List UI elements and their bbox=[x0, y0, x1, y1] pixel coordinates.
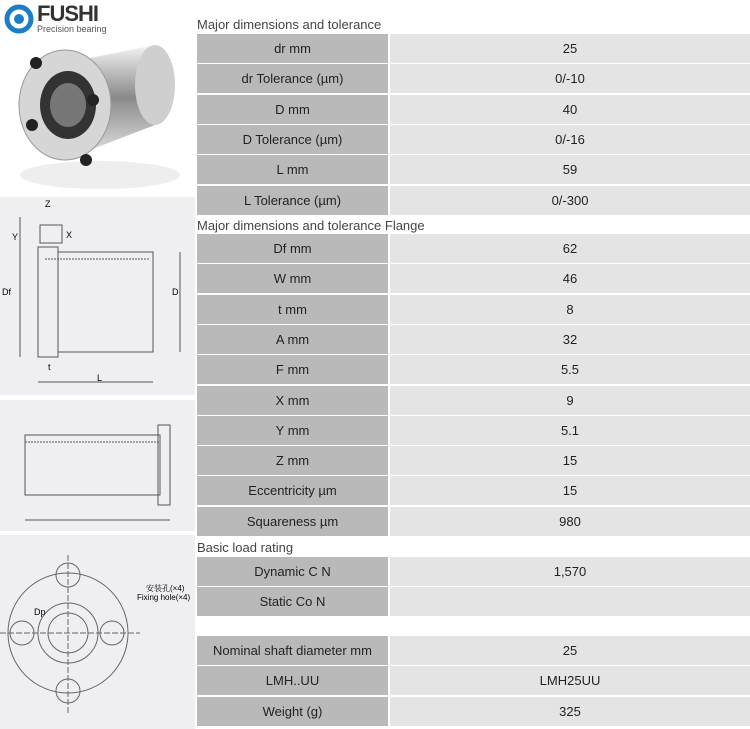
table-row bbox=[197, 355, 750, 384]
row-value: 15 bbox=[390, 446, 750, 475]
row-value: 46 bbox=[390, 264, 750, 293]
label-x: X bbox=[66, 230, 73, 240]
row-label: dr mm bbox=[197, 34, 388, 63]
table-row bbox=[197, 295, 750, 324]
row-label: L Tolerance (µm) bbox=[197, 186, 388, 215]
row-value: 5.1 bbox=[390, 416, 750, 445]
row-label: X mm bbox=[197, 386, 388, 415]
bearing-logo-icon bbox=[4, 4, 34, 34]
table-row bbox=[197, 416, 750, 445]
row-label: D mm bbox=[197, 95, 388, 124]
row-value: 62 bbox=[390, 234, 750, 263]
label-t: t bbox=[48, 362, 51, 372]
row-value: 0/-300 bbox=[390, 186, 750, 215]
row-value: 25 bbox=[390, 636, 750, 665]
row-value: 9 bbox=[390, 386, 750, 415]
front-drawing bbox=[0, 535, 195, 729]
label-y: Y bbox=[12, 232, 19, 242]
row-label: Nominal shaft diameter mm bbox=[197, 636, 388, 665]
table-row bbox=[197, 186, 750, 215]
table-row bbox=[197, 636, 750, 665]
row-value: 1,570 bbox=[390, 557, 750, 586]
table-row bbox=[197, 64, 750, 93]
table-row bbox=[197, 386, 750, 415]
table-row bbox=[197, 476, 750, 505]
row-value: LMH25UU bbox=[390, 666, 750, 695]
table-row bbox=[197, 325, 750, 354]
row-value bbox=[390, 587, 750, 616]
row-value: 5.5 bbox=[390, 355, 750, 384]
row-value: 325 bbox=[390, 697, 750, 726]
product-photo bbox=[0, 0, 195, 195]
row-value: 0/-10 bbox=[390, 64, 750, 93]
row-label: L mm bbox=[197, 155, 388, 184]
row-label: D Tolerance (µm) bbox=[197, 125, 388, 154]
row-value: 40 bbox=[390, 95, 750, 124]
section-drawing-lines bbox=[0, 400, 195, 531]
row-label: Squareness µm bbox=[197, 507, 388, 536]
fushi-logo bbox=[4, 1, 107, 34]
row-value: 32 bbox=[390, 325, 750, 354]
table-row bbox=[197, 34, 750, 63]
table-row bbox=[197, 507, 750, 536]
table-row bbox=[197, 446, 750, 475]
label-l: L bbox=[97, 373, 103, 383]
row-label: A mm bbox=[197, 325, 388, 354]
row-label: Static Co N bbox=[197, 587, 388, 616]
row-label: Df mm bbox=[197, 234, 388, 263]
row-value: 59 bbox=[390, 155, 750, 184]
side-drawing bbox=[0, 197, 195, 395]
label-dp: Dp bbox=[34, 607, 46, 617]
row-label: Dynamic C N bbox=[197, 557, 388, 586]
row-value: 8 bbox=[390, 295, 750, 324]
table-row bbox=[197, 666, 750, 695]
row-label: Y mm bbox=[197, 416, 388, 445]
section-title: Basic load rating bbox=[197, 540, 294, 555]
side-drawing-lines bbox=[0, 197, 195, 395]
section-drawing bbox=[0, 400, 195, 531]
row-label: dr Tolerance (µm) bbox=[197, 64, 388, 93]
label-d: D bbox=[172, 287, 179, 297]
brand-tagline: Precision bearing bbox=[37, 24, 107, 34]
table-row bbox=[197, 587, 750, 616]
label-hole-en: Fixing hole(×4) bbox=[137, 593, 191, 602]
row-label: W mm bbox=[197, 264, 388, 293]
row-value: 15 bbox=[390, 476, 750, 505]
row-label: Weight (g) bbox=[197, 697, 388, 726]
section-title: Major dimensions and tolerance Flange bbox=[197, 218, 425, 233]
label-z: Z bbox=[45, 199, 51, 209]
row-label: Z mm bbox=[197, 446, 388, 475]
table-row bbox=[197, 95, 750, 124]
label-df: Df bbox=[2, 287, 11, 297]
section-title: Major dimensions and tolerance bbox=[197, 17, 382, 32]
row-label: Eccentricity µm bbox=[197, 476, 388, 505]
row-value: 25 bbox=[390, 34, 750, 63]
table-row bbox=[197, 557, 750, 586]
table-row bbox=[197, 155, 750, 184]
front-drawing-lines bbox=[0, 535, 195, 729]
table-row bbox=[197, 264, 750, 293]
row-value: 0/-16 bbox=[390, 125, 750, 154]
table-row bbox=[197, 697, 750, 726]
brand-name: FUSHI bbox=[37, 1, 98, 26]
image-column bbox=[0, 0, 195, 729]
row-value: 980 bbox=[390, 507, 750, 536]
table-row bbox=[197, 234, 750, 263]
row-label: t mm bbox=[197, 295, 388, 324]
row-label: F mm bbox=[197, 355, 388, 384]
table-row bbox=[197, 125, 750, 154]
row-label: LMH..UU bbox=[197, 666, 388, 695]
label-hole-cn: 安装孔(×4) bbox=[146, 584, 185, 593]
